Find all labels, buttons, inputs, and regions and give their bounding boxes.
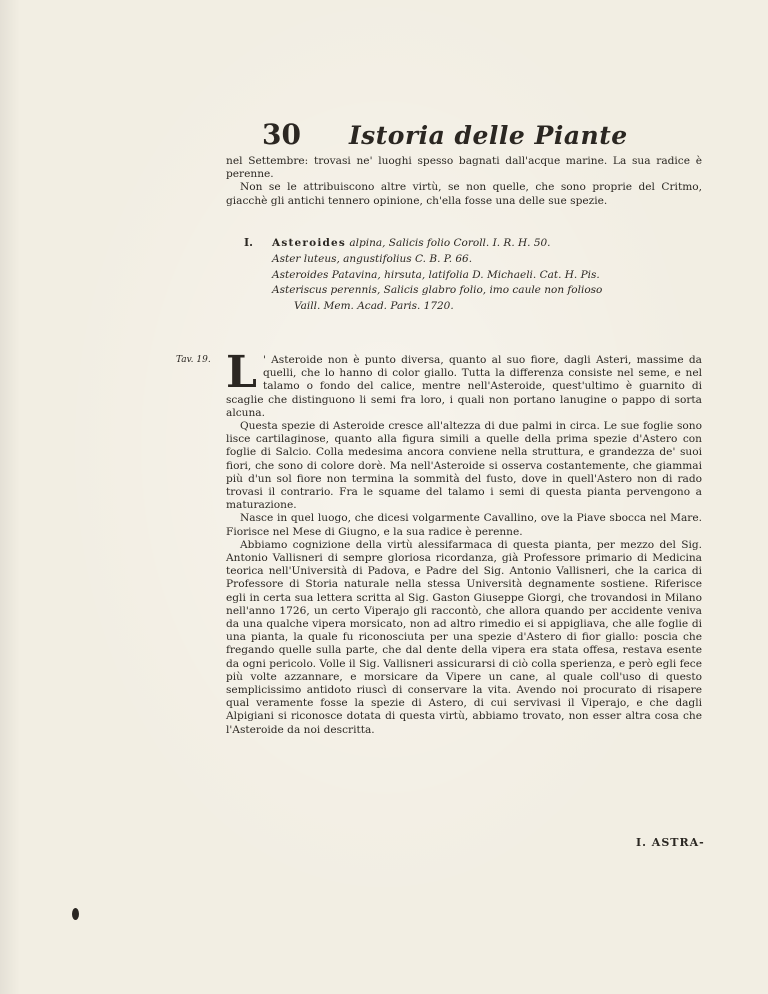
synonym-text: alpina, Salicis folio Coroll. I. R. H. 50. — [346, 237, 551, 249]
species-number: I. — [244, 236, 253, 249]
page-number: 30 — [262, 118, 301, 151]
body-paragraph: Abbiamo cognizione della virtù alessifarmaca di questa pianta, per mezzo del Sig. Antonio Vallisneri di sempre gloriosa ricordanza, già Professore primario di Medicina teorica nell'Università di Padova, e Padre del Sig. Antonio Vallisneri, che la carica di Professore di Storia naturale nella stessa Università degnamente sostiene. Riferisce egli in certa sua lettera scritta al Sig. Gaston Giuseppe Giorgi, che trovandosi in Milano nell'anno 1726, un certo Viperajo gli raccontò, che allora quando per accidente veniva da una qualche vipera morsicato, non ad altro rimedio ei si appigliava, che alle foglie di una pianta, la quale fu riconosciuta per una spezie d'Astero di fior giallo: poscia che fregando quelle sulla parte, che dal dente della vipera era stata offesa, restava esente da ogni pericolo. Volle il Sig. Vallisneri assicurarsi di ciò colla sperienza, e però egli fece più volte azzannare, e morsicare da Vipere un cane, al quale coll'uso di questo semplicissimo antidoto riuscì di conservare la vita. Avendo noi procurato di risapere qual veramente fosse la spezie di Astero, di cui servivasi il Viperajo, e che dagli Alpigiani si riconosce dotata di questa virtù, abbiamo trovato, non esser altra cosa che l'Asteroide da noi descritta. — [226, 538, 702, 736]
synonym-line: Asteroides Patavina, hirsuta, latifolia D. Michaeli. Cat. H. Pis. — [272, 268, 600, 281]
synonym-line: Asteriscus perennis, Salicis glabro folio, imo caule non folioso — [272, 284, 603, 297]
body-paragraph — [226, 347, 702, 420]
intro-paragraph: nel Settembre: trovasi ne' luoghi spesso bagnati dall'acque marine. La sua radice è perenne. — [226, 155, 702, 181]
binding-hole — [72, 908, 79, 920]
body-paragraph: Questa spezie di Asteroide cresce all'altezza di due palmi in circa. Le sue foglie sono lisce cartilaginose, quanto alla figura simili a quelle della prima spezie d'Astero con foglie di Salcio. Colla medesima ancora conviene nella struttura, e grandezza de' suoi fiori, che sono di colore dorè. Ma nell'Asteroide si osserva costantemente, che giammai più d'un sol fiore non termina la sommità del fusto, dove in quell'Astero non di rado trovasi il contrario. Fra le squame del talamo i semi di questa pianta pervengono a maturazione. — [226, 420, 702, 512]
body-paragraph-text: ' Asteroide non è punto diversa, quanto al suo fiore, dagli Asteri, massime da quelli, che lo hanno di color giallo. Tutta la differenza consiste nel seme, e nel talamo o fondo del calice, mentre nell'Asteroide, quest'ultimo è guarnito di scaglie che distinguono li semi fra loro, i quali non portano lanugine o pappo di sorta alcuna. — [226, 354, 702, 419]
catchword: I. ASTRA- — [636, 836, 705, 849]
synonym-line — [272, 236, 712, 252]
page-header — [262, 118, 628, 151]
synonym-line: Aster luteus, angustifolius C. B. P. 66. — [272, 252, 473, 265]
binding-shadow — [0, 0, 20, 994]
intro-text — [226, 155, 702, 208]
species-name: Asteroides — [272, 237, 347, 249]
body-paragraph: Nasce in quel luogo, che dicesi volgarmente Cavallino, ove la Piave sbocca nel Mare. Fiorisce nel Mese di Giugno, e la sua radice è perenne. — [226, 512, 702, 538]
synonym-line: Vaill. Mem. Acad. Paris. 1720. — [294, 300, 454, 313]
body-text — [226, 347, 702, 737]
running-title: Istoria delle Piante — [348, 121, 628, 150]
synonym-list — [272, 236, 712, 315]
drop-cap: L — [226, 347, 257, 398]
plate-reference: Tav. 19. — [176, 355, 211, 365]
intro-paragraph: Non se le attribuiscono altre virtù, se non quelle, che sono proprie del Critmo, giacchè gli antichi tennero opinione, ch'ella fosse una delle sue spezie. — [226, 181, 702, 207]
